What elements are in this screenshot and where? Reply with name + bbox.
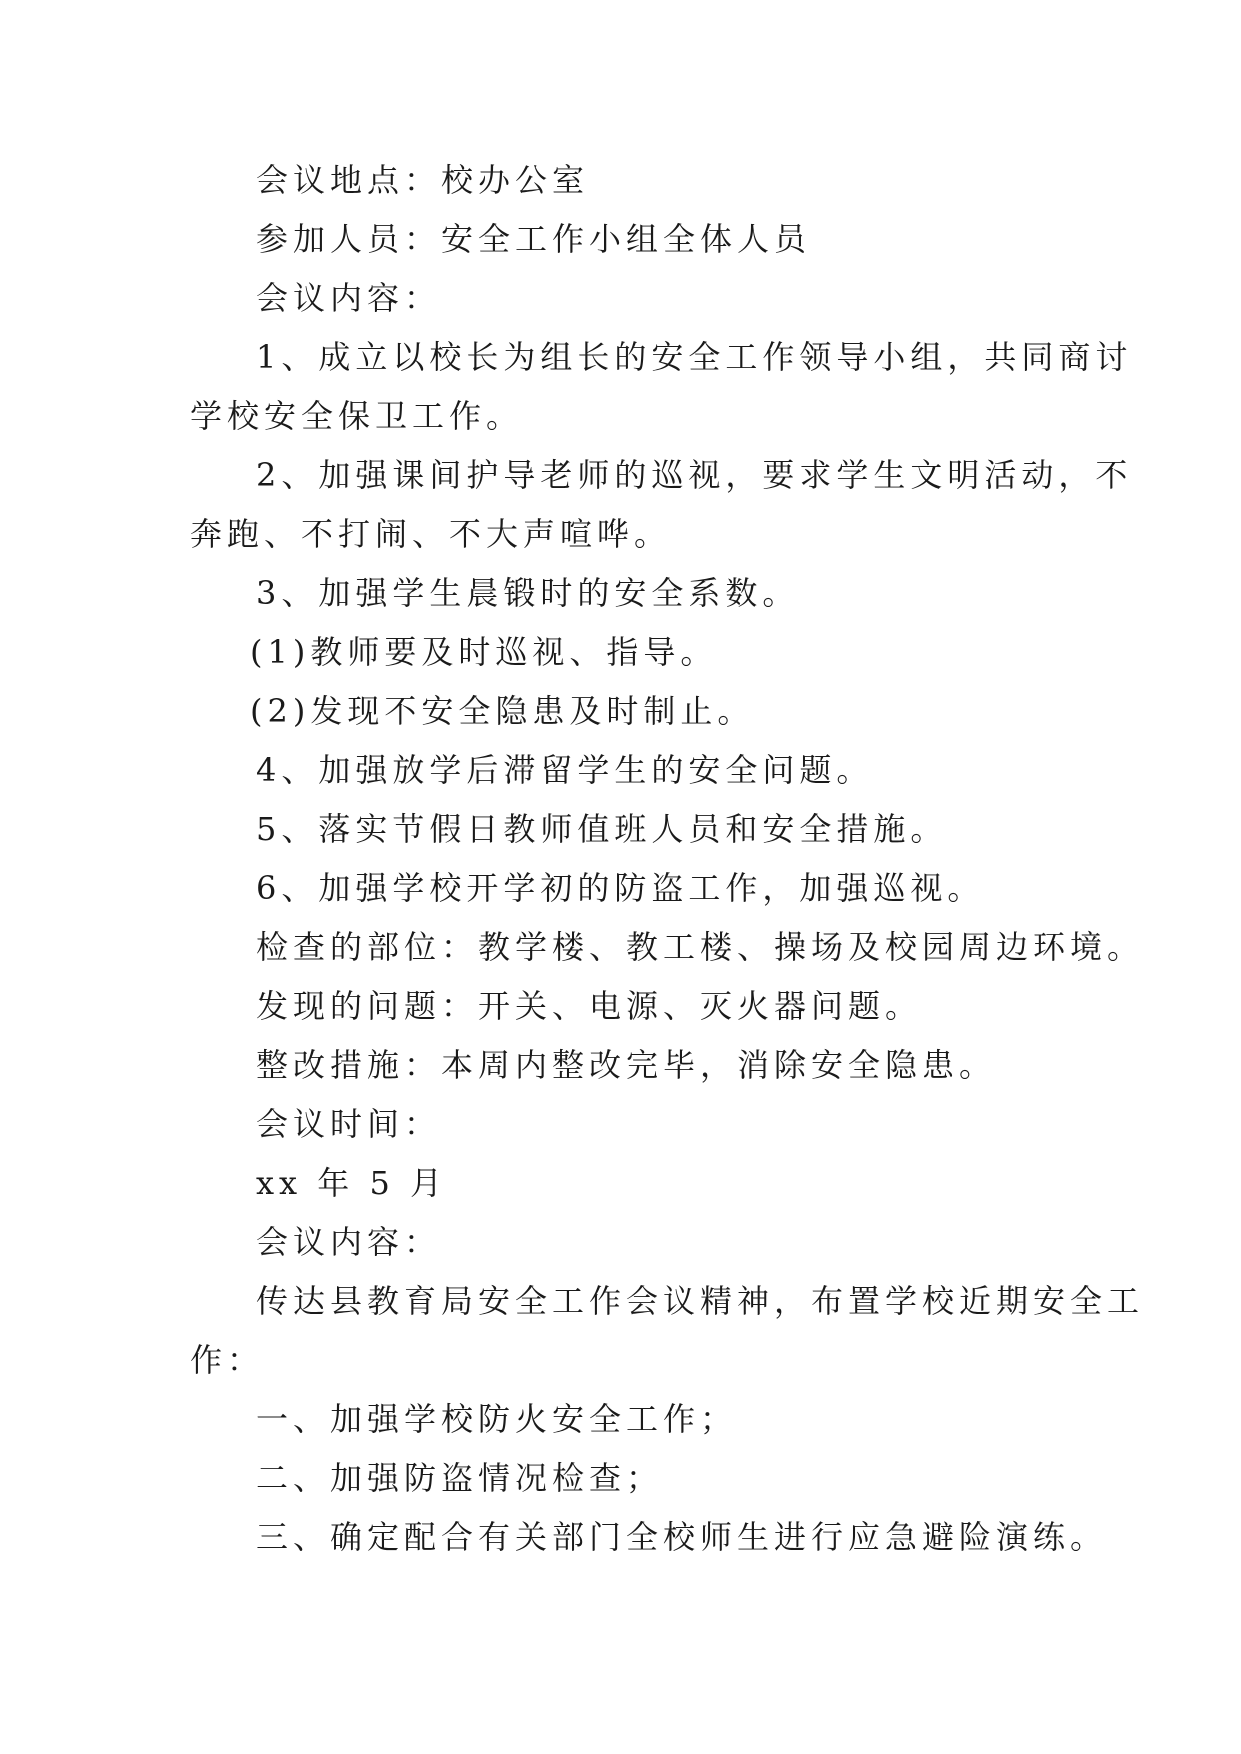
item-5: 5、落实节假日教师值班人员和安全措施。 [256,810,948,848]
problems-found: 发现的问题：开关、电源、灭火器问题。 [256,987,923,1025]
meeting-time-heading: 会议时间： [256,1105,442,1143]
item-2-continuation: 奔跑、不打闹、不大声喧哗。 [190,515,672,553]
attendees: 参加人员：安全工作小组全体人员 [256,220,812,258]
item-1: 1、成立以校长为组长的安全工作领导小组，共同商讨 [256,338,1133,376]
task-3: 三、确定配合有关部门全校师生进行应急避险演练。 [256,1518,1108,1556]
item-6: 6、加强学校开学初的防盗工作，加强巡视。 [256,869,985,907]
meeting-content-heading: 会议内容： [256,279,442,317]
meeting-location: 会议地点：校办公室 [256,161,590,199]
item-3-sub-2: (2)发现不安全隐患及时制止。 [250,692,755,730]
task-2: 二、加强防盗情况检查； [256,1459,664,1497]
meeting-time-value: xx 年 5 月 [256,1164,447,1202]
item-4: 4、加强放学后滞留学生的安全问题。 [256,751,874,789]
inspection-areas: 检查的部位：教学楼、教工楼、操场及校园周边环境。 [256,928,1145,966]
item-3-sub-1: (1)教师要及时巡视、指导。 [250,633,718,671]
task-1: 一、加强学校防火安全工作； [256,1400,738,1438]
content-summary-continuation: 作： [190,1341,265,1379]
corrective-measures: 整改措施：本周内整改完毕，消除安全隐患。 [256,1046,997,1084]
meeting-content-heading-2: 会议内容： [256,1223,442,1261]
item-3: 3、加强学生晨锻时的安全系数。 [256,574,800,612]
item-2: 2、加强课间护导老师的巡视，要求学生文明活动，不 [256,456,1133,494]
document-body [190,160,1145,1576]
item-1-continuation: 学校安全保卫工作。 [190,397,524,435]
content-summary: 传达县教育局安全工作会议精神，布置学校近期安全工 [256,1282,1145,1320]
